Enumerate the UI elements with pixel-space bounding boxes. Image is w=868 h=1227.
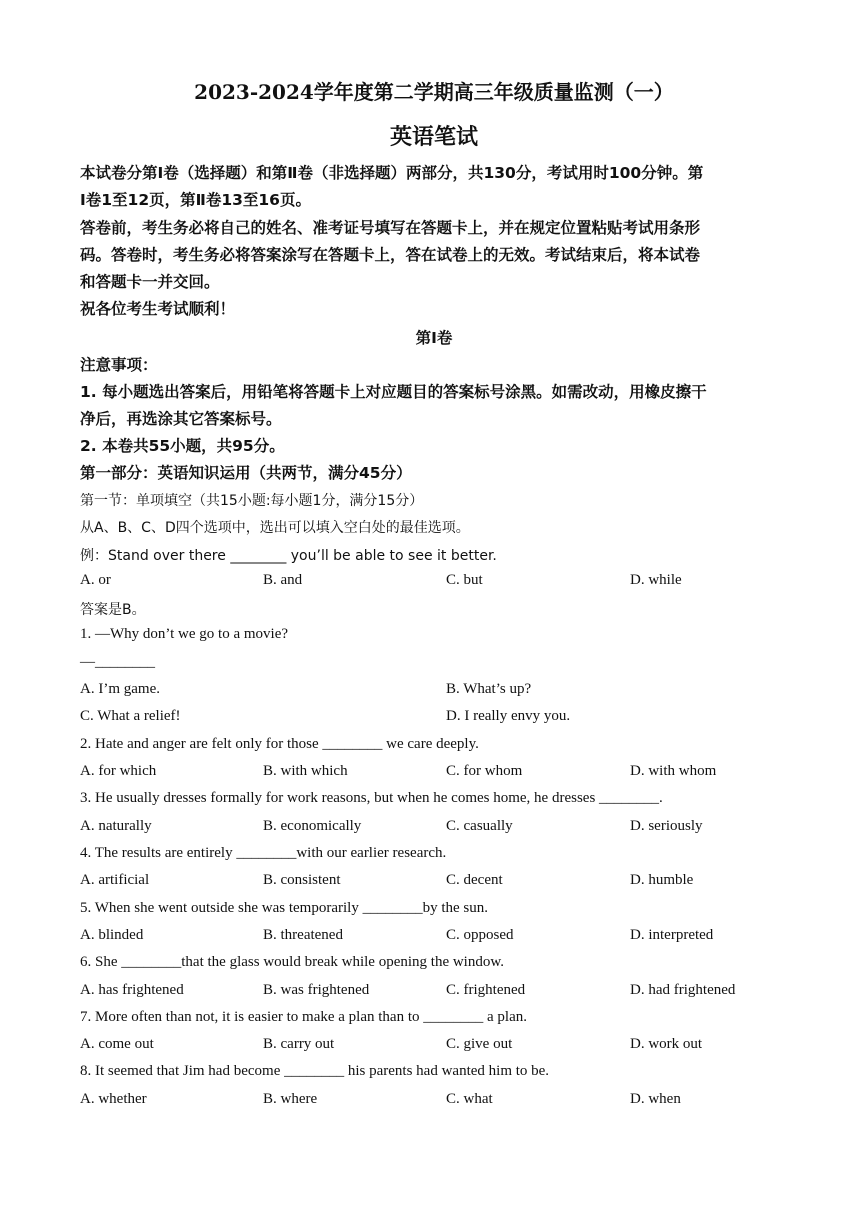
intro-line-4: 码。答卷时，考生务必将答案涂写在答题卡上，答在试卷上的无效。考试结束后，将本试卷 [80,246,701,264]
example-option-c: C. but [446,572,483,588]
question-7-option-d: D. work out [630,1036,703,1052]
question-2-option-d: D. with whom [630,763,717,779]
question-8-option-a: A. whether [80,1091,147,1107]
question-4-option-b: B. consistent [263,872,341,888]
example-answer: 答案是B。 [80,602,146,618]
question-2-option-b: B. with which [263,763,348,779]
question-3-option-c: C. casually [446,818,513,834]
part1-heading: 第一部分：英语知识运用（共两节，满分45分） [80,464,412,482]
exam-title: 2023-2024学年度第二学期高三年级质量监测（一） [194,80,674,104]
exam-subtitle: 英语笔试 [389,124,478,150]
part1-instruction: 从A、B、C、D四个选项中，选出可以填入空白处的最佳选项。 [80,520,470,536]
question-1-option-a: A. I’m game. [80,681,160,697]
question-1-option-b: B. What’s up? [446,681,532,697]
question-7-option-a: A. come out [80,1036,154,1052]
question-7-option-b: B. carry out [263,1036,335,1052]
example-option-d: D. while [630,572,682,588]
question-3-option-a: A. naturally [80,818,152,834]
question-4-option-d: D. humble [630,872,694,888]
question-3-option-b: B. economically [263,818,362,834]
question-6-stem: 6. She ________that the glass would break while opening the window. [80,954,504,970]
question-5-stem: 5. When she went outside she was temporarily ________by the sun. [80,900,488,916]
question-8-option-d: D. when [630,1091,681,1107]
question-1-option-c: C. What a relief! [80,708,181,724]
question-4-option-c: C. decent [446,872,503,888]
intro-line-1: 本试卷分第Ⅰ卷（选择题）和第Ⅱ卷（非选择题）两部分，共130分，考试用时100分钟。第 [80,164,704,182]
question-8-option-c: C. what [446,1091,493,1107]
question-5-option-d: D. interpreted [630,927,714,943]
question-7-stem: 7. More often than not, it is easier to make a plan than to ________ a plan. [80,1009,527,1025]
question-7-option-c: C. give out [446,1036,513,1052]
notes-heading: 注意事项： [80,356,158,374]
part1-sub-heading: 第一节：单项填空（共15小题:每小题1分，满分15分） [80,493,424,509]
question-6-option-b: B. was frightened [263,982,370,998]
intro-line-6: 祝各位考生考试顺利！ [80,300,236,318]
intro-line-2: Ⅰ卷1至12页，第Ⅱ卷13至16页。 [80,191,311,209]
notes-line-3: 2. 本卷共55小题，共95分。 [80,437,285,455]
question-5-option-b: B. threatened [263,927,343,943]
question-5-option-a: A. blinded [80,927,144,943]
question-6-option-a: A. has frightened [80,982,184,998]
question-1-stem: 1. —Why don’t we go to a movie? [80,626,289,642]
question-1-option-d: D. I really envy you. [446,708,571,724]
example-option-a: A. or [80,572,111,588]
question-5-option-c: C. opposed [446,927,514,943]
question-2-stem: 2. Hate and anger are felt only for those ________ we care deeply. [80,736,479,752]
example-stem: 例：Stand over there ________ you’ll be able to see it better. [80,548,497,564]
question-8-stem: 8. It seemed that Jim had become ________ his parents had wanted him to be. [80,1063,550,1079]
notes-line-1: 1. 每小题选出答案后，用铅笔将答题卡上对应题目的答案标号涂黑。如需改动，用橡皮擦干 [80,383,707,401]
example-option-b: B. and [263,572,303,588]
notes-line-2: 净后，再选涂其它答案标号。 [80,410,282,428]
intro-line-5: 和答题卡一并交回。 [80,273,220,291]
intro-line-3: 答卷前，考生务必将自己的姓名、准考证号填写在答题卡上，并在规定位置粘贴考试用条形 [80,219,701,237]
question-6-option-d: D. had frightened [630,982,736,998]
question-2-option-a: A. for which [80,763,157,779]
question-1-stem-2: —________ [80,654,155,670]
question-6-option-c: C. frightened [446,982,526,998]
question-3-option-d: D. seriously [630,818,703,834]
question-8-option-b: B. where [263,1091,318,1107]
question-2-option-c: C. for whom [446,763,523,779]
question-3-stem: 3. He usually dresses formally for work reasons, but when he comes home, he dresses ________. [80,790,663,806]
section-title: 第Ⅰ卷 [415,329,453,347]
question-4-option-a: A. artificial [80,872,150,888]
question-4-stem: 4. The results are entirely ________with our earlier research. [80,845,447,861]
